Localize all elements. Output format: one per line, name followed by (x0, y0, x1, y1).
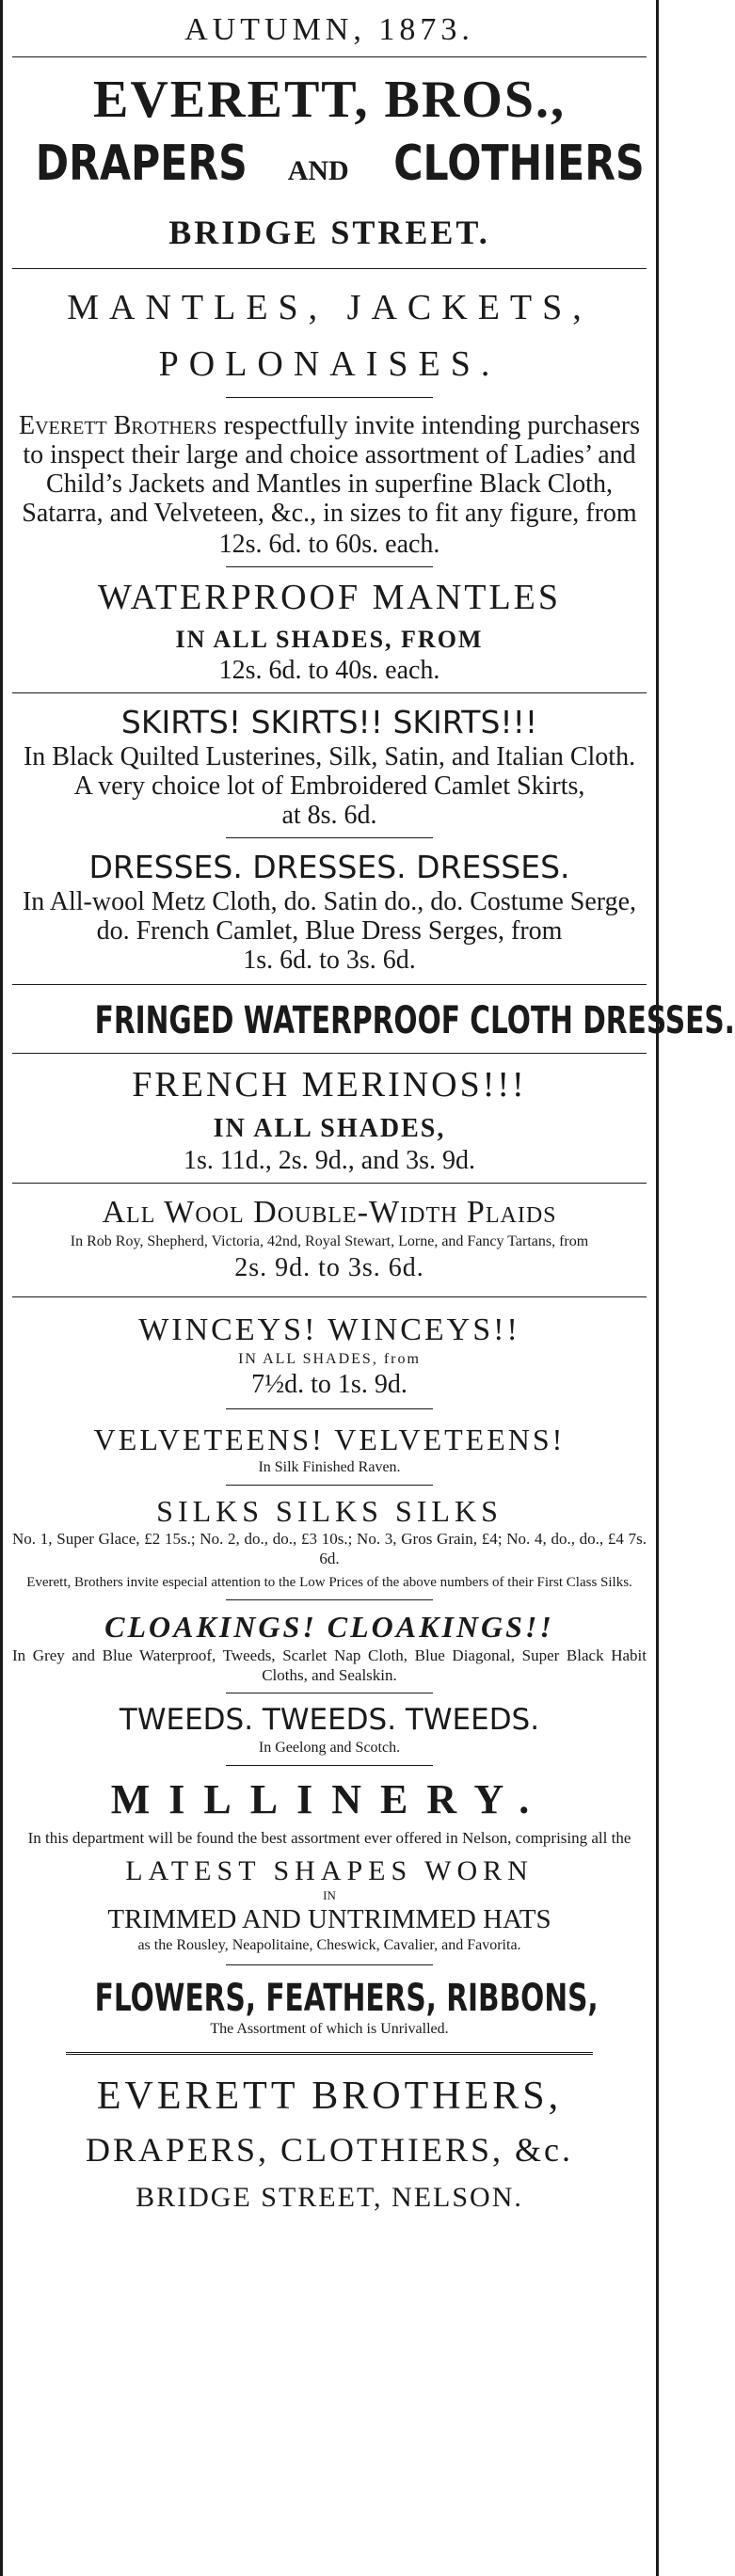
footer-trade: DRAPERS, CLOTHIERS, &c. (85, 2131, 574, 2169)
header-street: BRIDGE STREET. (168, 214, 490, 251)
trade-drapers: DRAPERS (35, 135, 248, 192)
trade-line (12, 133, 647, 202)
divider (12, 984, 647, 985)
waterproof-price: 12s. 6d. to 40s. each. (218, 656, 440, 685)
waterproof-title: WATERPROOF MANTLES (97, 578, 562, 617)
divider (12, 1296, 647, 1297)
silks-title: SILKS SILKS SILKS (156, 1494, 503, 1528)
trade-clothiers: CLOTHIERS (393, 135, 645, 192)
millinery-body: In this department will be found the best assortment ever offered in Nelson, comprising all the (27, 1829, 631, 1847)
mantles-title-line2: POLONAISES. (158, 344, 501, 384)
mantles-invite-name: Everett Brothers (19, 411, 217, 440)
fringed-title: FRINGED WATERPROOF CLOTH DRESSES. (94, 999, 735, 1042)
divider (226, 837, 433, 838)
divider (12, 1053, 647, 1054)
winceys-price: 7½d. to 1s. 9d. (251, 1370, 407, 1399)
cloakings-body: In Grey and Blue Waterproof, Tweeds, Scarlet Nap Cloth, Blue Diagonal, Super Black Habit Cloths, and Sealskin. (12, 1646, 647, 1684)
millinery-in: IN (323, 1888, 336, 1902)
tweeds-title: TWEEDS. TWEEDS. TWEEDS. (119, 1703, 540, 1737)
mantles-title-line1: MANTLES, JACKETS, (67, 288, 592, 327)
header-date: AUTUMN, 1873. (184, 12, 474, 47)
skirts-title: SKIRTS! SKIRTS!! SKIRTS!!! (120, 704, 538, 740)
dresses-body: In All-wool Metz Cloth, do. Satin do., do. Costume Serge, do. French Camlet, Blue Dress Serges, from (22, 887, 636, 946)
millinery-shapes: LATEST SHAPES WORN (125, 1855, 534, 1886)
footer-address: BRIDGE STREET, NELSON. (136, 2182, 523, 2213)
firm-name: EVERETT, BROS., (93, 71, 566, 129)
trade-and: AND (287, 155, 349, 186)
divider (226, 1408, 433, 1409)
plaids-title: All Wool Double-Width Plaids (102, 1195, 557, 1230)
divider (226, 1765, 433, 1766)
dresses-price: 1s. 6d. to 3s. 6d. (243, 946, 416, 975)
divider (226, 566, 433, 567)
silks-note: Everett, Brothers invite especial attention to the Low Prices of the above numbers of their First Class Silks. (26, 1575, 632, 1590)
millinery-hats-sub: as the Rousley, Neapolitaine, Cheswick, Cavalier, and Favorita. (137, 1937, 521, 1953)
double-divider (66, 2052, 593, 2055)
silks-body: No. 1, Super Glace, £2 15s.; No. 2, do., do., £3 10s.; No. 3, Gros Grain, £4; No. 4, do., do., £4 7s. 6d. (12, 1530, 647, 1567)
plaids-price: 2s. 9d. to 3s. 6d. (234, 1253, 424, 1282)
winceys-sub: IN ALL SHADES, from (238, 1351, 421, 1367)
flowers-title: FLOWERS, FEATHERS, RIBBONS, (94, 1977, 599, 2020)
mantles-invitation (12, 411, 647, 528)
tweeds-sub: In Geelong and Scotch. (258, 1740, 401, 1756)
merinos-sub: IN ALL SHADES, (213, 1114, 446, 1143)
plaids-body: In Rob Roy, Shepherd, Victoria, 42nd, Royal Stewart, Lorne, and Fancy Tartans, from (70, 1233, 589, 1249)
divider (12, 268, 647, 269)
merinos-title: FRENCH MERINOS!!! (132, 1065, 527, 1105)
divider (226, 1599, 433, 1600)
millinery-hats: TRIMMED AND UNTRIMMED HATS (107, 1904, 551, 1934)
divider (12, 56, 647, 57)
millinery-title: MILLINERY. (110, 1776, 549, 1822)
divider (12, 1183, 647, 1184)
waterproof-sub: IN ALL SHADES, FROM (175, 626, 484, 653)
divider (226, 397, 433, 398)
skirts-price: at 8s. 6d. (281, 801, 377, 830)
mantles-price: 12s. 6d. to 60s. each. (218, 530, 440, 559)
divider (226, 1485, 433, 1486)
velveteens-sub: In Silk Finished Raven. (258, 1459, 401, 1475)
winceys-title: WINCEYS! WINCEYS!! (138, 1312, 520, 1347)
velveteens-title: VELVETEENS! VELVETEENS! (93, 1423, 566, 1456)
divider (226, 1964, 433, 1965)
footer-firm: EVERETT BROTHERS, (96, 2075, 563, 2118)
cloakings-title: CLOAKINGS! CLOAKINGS!! (104, 1610, 554, 1644)
skirts-body: In Black Quilted Lusterines, Silk, Satin, and Italian Cloth. A very choice lot of Embroidered Camlet Skirts, (23, 742, 636, 801)
divider (12, 692, 647, 693)
dresses-title: DRESSES. DRESSES. DRESSES. (88, 849, 570, 885)
flowers-sub: The Assortment of which is Unrivalled. (210, 2021, 449, 2037)
merinos-price: 1s. 11d., 2s. 9d., and 3s. 9d. (183, 1146, 476, 1175)
mantles-invite-body: respectfully invite intending purchasers to inspect their large and choice assortment of Ladies’ and Child’s Jackets and Mantles in superfine Black Cloth, Satarra, and Velveteen, &c., in sizes to fit any figure, from (22, 411, 640, 528)
